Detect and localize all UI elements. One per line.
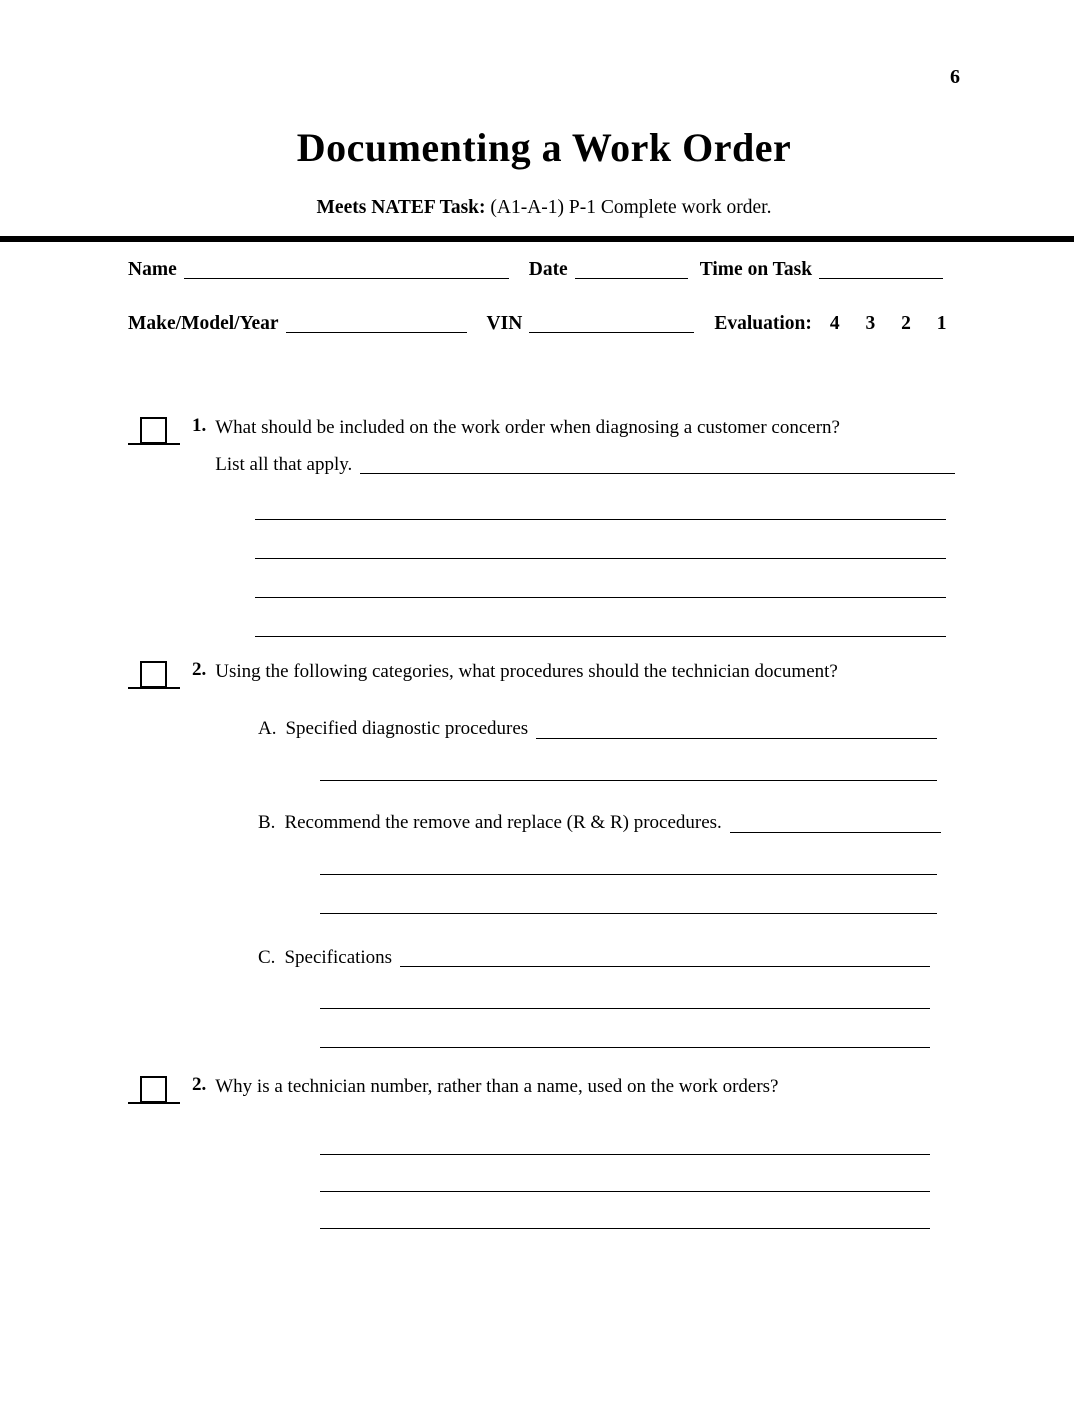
make-model-year-label: Make/Model/Year: [128, 313, 279, 334]
make-model-year-field[interactable]: [286, 313, 467, 333]
natef-task-label: Meets NATEF Task:: [316, 197, 486, 218]
answer-line[interactable]: [320, 1155, 930, 1192]
question-number: 2.: [192, 659, 207, 681]
header-divider: [0, 236, 1074, 242]
question-text: Using the following categories, what procedures should the technician document?: [215, 661, 838, 683]
subitem-label: C.: [258, 946, 276, 968]
vin-label: VIN: [486, 313, 523, 334]
answer-line[interactable]: [320, 875, 937, 914]
subitem-text: Specifications: [284, 946, 393, 968]
subitem-c: [258, 946, 930, 971]
natef-task-text: (A1-A-1) P-1 Complete work order.: [490, 197, 772, 218]
vin-field[interactable]: [529, 313, 694, 333]
time-on-task-field[interactable]: [819, 259, 943, 279]
instructor-checkbox-q3[interactable]: [128, 1068, 180, 1104]
subitem-text: Recommend the remove and replace (R & R) procedures.: [284, 811, 722, 833]
subitem-b: [258, 811, 941, 836]
answer-line[interactable]: [400, 966, 930, 967]
answer-line[interactable]: [360, 473, 955, 474]
header-row-make-vin-eval: [128, 313, 955, 335]
question-1: [128, 409, 955, 637]
answer-line[interactable]: [536, 738, 937, 739]
date-field[interactable]: [575, 259, 688, 279]
subitem-text: Specified diagnostic procedures: [285, 718, 529, 740]
answer-line[interactable]: [320, 970, 930, 1009]
evaluation-label: Evaluation:: [714, 313, 812, 334]
answer-line[interactable]: [730, 832, 941, 833]
answer-line[interactable]: [255, 559, 946, 598]
question-2: [128, 653, 955, 1048]
question-number: 2.: [192, 1074, 207, 1096]
subitem-label: B.: [258, 811, 276, 833]
question-text: What should be included on the work order when diagnosing a customer concern?: [215, 417, 840, 438]
answer-line[interactable]: [255, 598, 946, 637]
answer-line[interactable]: [255, 520, 946, 559]
question-number: 1.: [192, 415, 207, 436]
question-text-continued: List all that apply.: [215, 454, 353, 476]
instructor-checkbox-q2[interactable]: [128, 653, 180, 689]
answer-line[interactable]: [320, 1009, 930, 1048]
checkbox-box-icon: [140, 661, 167, 688]
evaluation-scale: 4 3 2 1: [829, 313, 947, 334]
answer-line[interactable]: [320, 742, 937, 781]
answer-line[interactable]: [255, 481, 946, 520]
date-label: Date: [528, 259, 568, 280]
natef-task-line: [0, 197, 1088, 219]
page-title: Documenting a Work Order: [296, 125, 792, 170]
answer-line[interactable]: [320, 836, 937, 875]
name-label: Name: [128, 259, 177, 280]
subitem-a: [258, 717, 937, 742]
time-on-task-label: Time on Task: [699, 259, 813, 280]
subitem-label: A.: [258, 718, 277, 740]
instructor-checkbox-q1[interactable]: [128, 409, 180, 445]
checkbox-box-icon: [140, 1076, 167, 1103]
answer-line[interactable]: [320, 1192, 930, 1229]
header-row-name-date-time: [128, 259, 955, 281]
checkbox-box-icon: [140, 417, 167, 444]
name-field[interactable]: [184, 259, 509, 279]
page-number: 6: [950, 66, 960, 88]
answer-line[interactable]: [320, 1112, 930, 1155]
question-text: Why is a technician number, rather than a name, used on the work orders?: [215, 1076, 779, 1098]
question-3: [128, 1068, 955, 1229]
